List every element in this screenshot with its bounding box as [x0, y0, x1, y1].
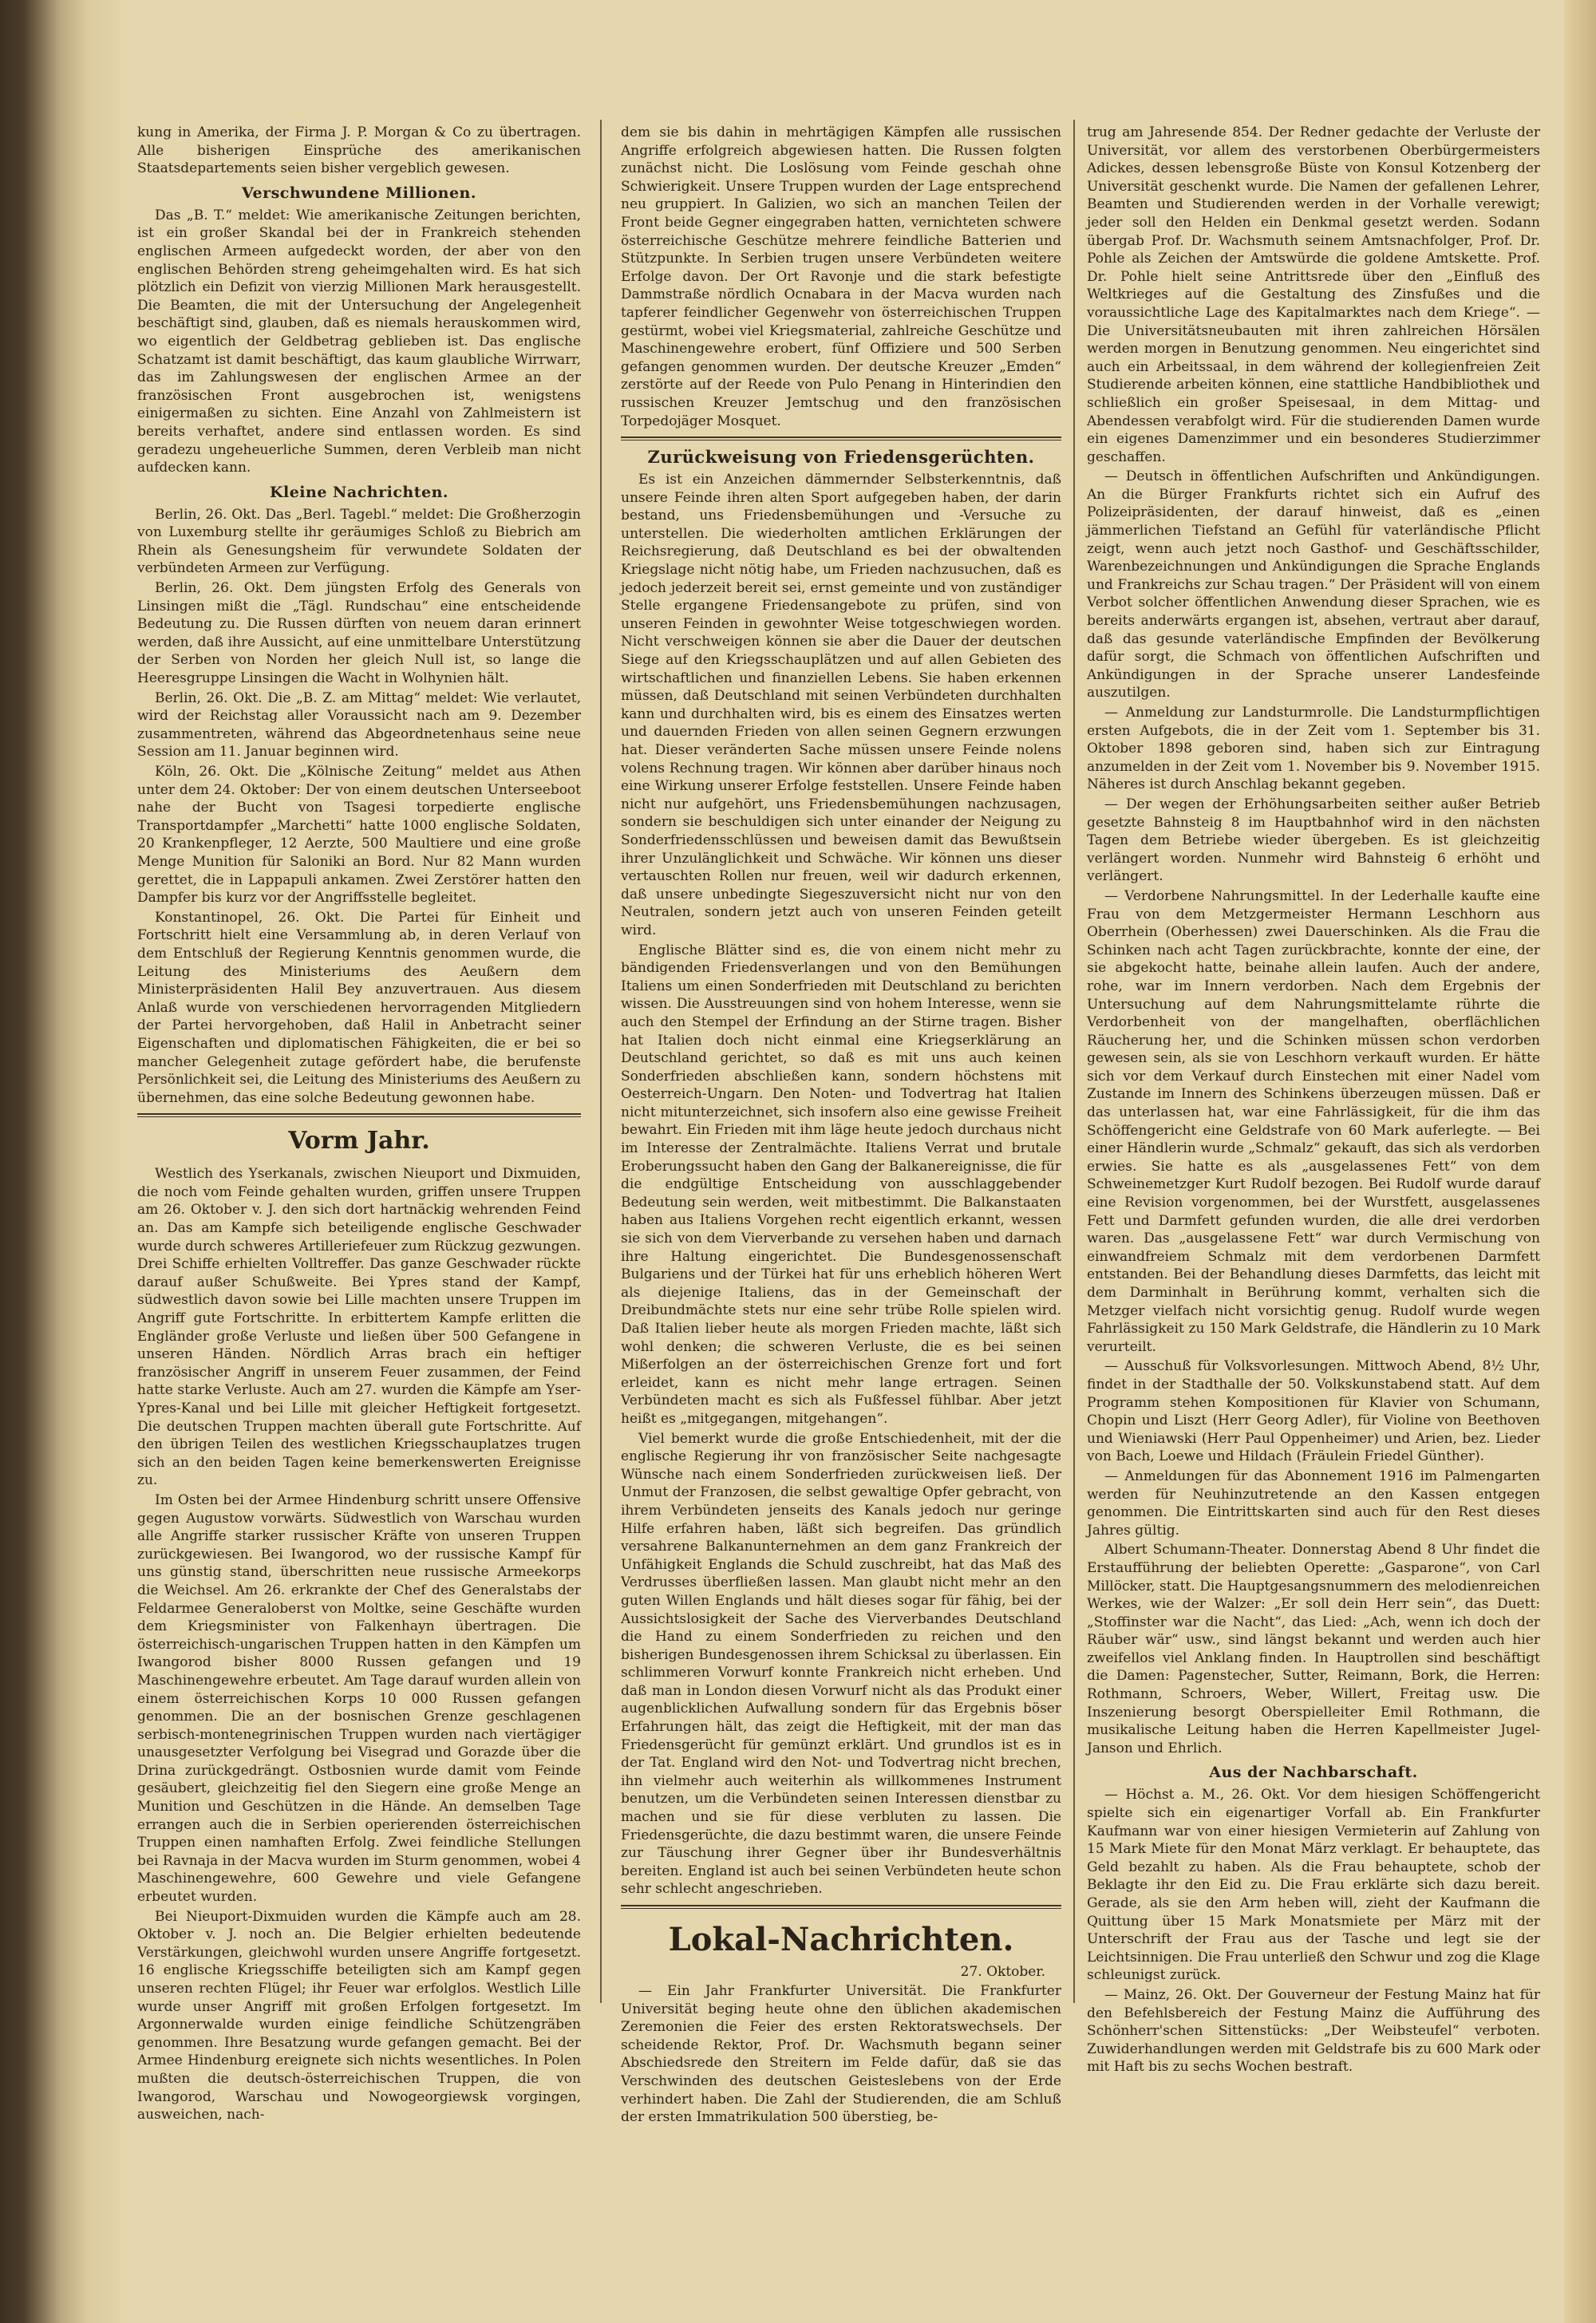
column-rule: [600, 120, 602, 2003]
news-item: Berlin, 26. Okt. Die „B. Z. am Mittag“ meldet: Wie verlautet, wird der Reichstag aller Voraussicht nach am 9. Dezember zusammentreten, während das Abgeordnetenhaus seine neue Session am 11. Januar beginnen wird.: [137, 689, 581, 761]
article-heading: Kleine Nachrichten.: [269, 483, 449, 501]
section-heading: Lokal-Nachrichten.: [668, 1921, 1014, 1958]
article-text: Im Osten bei der Armee Hindenburg schritt unsere Offensive gegen Augustow vorwärts. Südwestlich von Warschau wurden alle Angriffe starker russischer Kräfte von unseren Truppen zurückgewiesen. Bei Iwangorod, wo der russische Kampf für uns günstig stand, überschritten neue russische Armeekorps die Weichsel. Am 26. erkrankte der Chef des Generalstabs der Feldarmee Generaloberst von Moltke, seine Geschäfte wurden dem Kriegsminister von Falkenhayn übertragen. Die österreichisch-ungarischen Truppen hatten in den Kämpfen um Iwangorod bisher 8000 Russen gefangen und 19 Maschinengewehre erbeutet. Am Tage darauf wurden allein von einem österreichischen Korps 10 000 Russen gefangen genommen. Die an der bosnischen Grenze geschlagenen serbisch-montenegrinischen Truppen wurden nach viertägiger unausgesetzter Verfolgung bei Visegrad und Gorazde über die Drina zurückgedrängt. Ostbosnien wurde damit vom Feinde gesäubert, gleichzeitig fiel den Siegern eine große Menge an Munition und Geschützen in die Hände. An demselben Tage errangen auch die in Serbien operierenden österreichischen Truppen einen namhaften Erfolg. Zwei feindliche Stellungen bei Ravnaja in der Macva wurden im Sturm genommen, wobei 4 Maschinengewehre, 600 Gewehre und viele Gefangene erbeutet wurden.: [137, 1491, 581, 1906]
section-date: 27. Oktober.: [960, 1964, 1045, 1980]
article-text: trug am Jahresende 854. Der Redner gedachte der Verluste der Universität, vor allem des verstorbenen Oberbürgermeisters Adickes, dessen lebensgroße Büste von Konsul Kotzenberg der Universität geschenkt wurde. Die Namen der gefallenen Lehrer, Beamten und Studierenden werden in der Vorhalle verewigt; jeder soll den Helden ein Denkmal gesetzt werden. Sodann übergab Prof. Dr. Wachsmuth seinem Amtsnachfolger, Prof. Dr. Pohle als Zeichen der Amtswürde die goldene Amtskette. Prof. Dr. Pohle hielt seine Antrittsrede über den „Einfluß des Weltkrieges auf die Gestaltung des Zinsfußes und die voraussichtliche Lage des Kapitalmarktes nach dem Kriege“. — Die Universitätsneubauten mit ihren zahlreichen Hörsälen werden morgen in Benutzung genommen. Neu eingerichtet sind auch ein Arbeitssaal, in dem während der kollegienfreien Zeit Studierende arbeiten können, eine stattliche Handbibliothek und schließlich ein großer Speisesaal, in dem Mittag- und Abendessen verabfolgt wird. Für die studierenden Damen wurde ein eigenes Damenzimmer und ein besonderes Studierzimmer geschaffen.: [1087, 124, 1540, 465]
article-text: — Ein Jahr Frankfurter Universität. Die Frankfurter Universität beging heute ohne den üblichen akademischen Zeremonien die Feier des ersten Rektoratswechsels. Der scheidende Rektor, Prof. Dr. Wachsmuth begann seiner Abschiedsrede den Streitern im Felde dafür, daß sie das Verschwinden des deutschen Geisteslebens von der Erde verhindert haben. Die Zahl der Studierenden, die am Schluß der ersten Immatrikulation 500 überstieg, be-: [621, 1983, 1061, 2126]
news-item: Konstantinopel, 26. Okt. Die Partei für Einheit und Fortschritt hielt eine Versammlung ab, in deren Verlauf von dem Entschluß der Regierung Kenntnis genommen wurde, die Leitung des Ministeriums des Aeußern dem Ministerpräsidenten Halil Bey anzuvertrauen. Aus diesem Anlaß wurde von verschiedenen hervorragenden Mitgliedern der Partei hervorgehoben, daß Halil in Anbetracht seiner Eigenschaften und diplomatischen Fähigkeiten, die er bei so mancher Gelegenheit zutage gefördert habe, die berufenste Persönlichkeit sei, die Leitung des Ministeriums des Aeußern zu übernehmen, das eine solche Bedeutung gewonnen habe.: [137, 909, 581, 1106]
article-text: dem sie bis dahin in mehrtägigen Kämpfen alle russischen Angriffe erfolgreich abgewiesen hatten. Die Russen folgten zunächst nicht. Die Loslösung vom Feinde geschah ohne Schwierigkeit. Unsere Truppen wurden der Lage entsprechend neu gruppiert. In Galizien, wo sich an manchen Teilen der Front beide Gegner eingegraben hatten, vernichteten schwere österreichische Geschütze mehrere feindliche Batterien und Stützpunkte. In Serbien trugen unsere Verbündeten weitere Erfolge davon. Der Ort Ravonje und die stark befestigte Dammstraße nördlich Ocnabara in der Macva wurden nach tapferer feindlicher Gegenwehr von österreichischen Truppen gestürmt, wobei viel Kriegsmaterial, zahlreiche Geschütze und Maschinengewehre erobert, fünf Offiziere und 500 Serben gefangen genommen wurden. Der deutsche Kreuzer „Emden“ zerstörte auf der Reede von Pulo Penang in Hinterindien den russischen Kreuzer Jemtschug und den französischen Torpedojäger Mosquet.: [621, 124, 1061, 429]
article-text: Westlich des Yserkanals, zwischen Nieuport und Dixmuiden, die noch vom Feinde gehalten wurden, griffen unsere Truppen am 26. Oktober v. J. den sich dort hartnäckig wehrenden Feind an. Das am Kampfe sich beteiligende englische Geschwader wurde durch schweres Artilleriefeuer zum Rückzug gezwungen. Drei Schiffe erhielten Volltreffer. Das ganze Geschwader rückte darauf außer Schußweite. Bei Ypres stand der Kampf, südwestlich davon sowie bei Lille machten unsere Truppen im Angriff gute Fortschritte. In erbittertem Kampfe erlitten die Engländer große Verluste und ließen über 500 Gefangene in unseren Händen. Nördlich Arras brach ein heftiger französischer Angriff in unserem Feuer zusammen, der Feind hatte starke Verluste. Auch am 27. wurden die Kämpfe am Yser-Ypres-Kanal und bei Lille mit gleicher Heftigkeit fortgesetzt. Die deutschen Truppen machten überall gute Fortschritte. Auf den übrigen Teilen des westlichen Kriegsschauplatzes trugen sich an den beiden Tagen keine bemerkenswerten Ereignisse zu.: [137, 1166, 581, 1489]
column-rule: [1073, 120, 1075, 2003]
news-item: Köln, 26. Okt. Die „Kölnische Zeitung“ meldet aus Athen unter dem 24. Oktober: Der von einem deutschen Unterseeboot nahe der Bucht von Tsagesi torpedierte englische Transportdampfer „Marchetti“ hatte 1000 englische Soldaten, 20 Krankenpfleger, 12 Aerzte, 500 Maultiere und eine große Menge Munition für Saloniki an Bord. Nur 82 Mann wurden gerettet, die in Lappapuli ankamen. Zwei Zerstörer hatten den Dampfer bis kurz vor der Angriffsstelle begleitet.: [137, 764, 581, 907]
section-heading: Vorm Jahr.: [288, 1127, 430, 1156]
news-item: Albert Schumann-Theater. Donnerstag Abend 8 Uhr findet die Erstaufführung der beliebten Operette: „Gasparone“, von Carl Millöcker, statt. Die Hauptgesangsnummern des melodienreichen Werkes, wie der Walzer: „Er soll dein Herr sein“, das Duett: „Stoffinster war die Nacht“, das Lied: „Ach, wenn ich doch der Räuber wär“ usw., sind längst bekannt und werden auch hier zweifellos viel Anklang finden. In Hauptrollen sind beschäftigt die Damen: Pagenstecher, Sutter, Reimann, Bork, die Herren: Rothmann, Schroers, Weber, Willert, Freitag usw. Die Inszenierung besorgt Oberspielleiter Emil Rothmann, die musikalische Leitung haben die Herren Kapellmeister Jugel-Janson und Ehrlich.: [1087, 1542, 1540, 1756]
news-item: Berlin, 26. Okt. Das „Berl. Tagebl.“ meldet: Die Großherzogin von Luxemburg stellte ihr geräumiges Schloß zu Biebrich am Rhein als Genesungsheim für verwundete Soldaten der verbündeten Armeen zur Verfügung.: [137, 506, 581, 577]
section-divider: [621, 1905, 1061, 1909]
article-text: Viel bemerkt wurde die große Entschiedenheit, mit der die englische Regierung ihr von französischer Seite nachgesagte Wünsche nach einem Sonderfrieden zurückweisen ließ. Der Unmut der Franzosen, die selbst gewaltige Opfer gebracht, von ihrem Verbündeten jenseits des Kanals jedoch nur geringe Hilfe erfahren haben, läßt sich begreifen. Das gründlich versahrene Balkanunternehmen an dem ganz Frankreich der Unfähigkeit Englands die Schuld zuschreibt, hat das Maß des Verdrusses überfließen lassen. Man glaubt nicht mehr an den guten Willen Englands und hält dieses sogar für fähig, bei der Aussichtslosigkeit der Sache des Vierverbandes Deutschland die Hand zu einem Sonderfrieden zu reichen und den bisherigen Bundesgenossen ihrem Schicksal zu überlassen. Ein schlimmeren Vorwurf konnte Frankreich nicht erheben. Und daß man in London diesen Vorwurf nicht als das Produkt einer augenblicklichen Aufwallung sondern für das Ergebnis böser Erfahrungen hält, das zeigt die Heftigkeit, mit der man das Friedensgerücht für gemünzt erklärt. Und grundlos ist es in der Tat. England wird den Not- und Todvertrag nicht brechen, ihn vielmehr auch weiterhin als willkommenes Instrument benutzen, um die Verbündeten seinen Interessen dienstbar zu machen und sie für diese verbluten zu lassen. Die Friedensgerüchte, die dazu bestimmt waren, die unsere Feinde zur Täuschung ihrer Gegner über ihr Bundesverhältnis bereiten. England ist auch bei seinen Verbündeten heute schon sehr schlecht angeschrieben.: [621, 1430, 1061, 1898]
article-text: Bei Nieuport-Dixmuiden wurden die Kämpfe auch am 28. Oktober v. J. noch an. Die Belgier erhielten bedeutende Verstärkungen, gleichwohl wurden unsere Angriffe fortgesetzt. 16 englische Kriegsschiffe beteiligten sich am Kampf gegen unseren rechten Flügel; ihr Feuer war erfolglos. Westlich Lille wurde unser Angriff mit großen Erfolgen fortgesetzt. Im Argonnerwalde wurden einige feindliche Schützengräben genommen. Ihre Besatzung wurde gefangen gemacht. Bei der Armee Hindenburg ereignete sich nichts wesentliches. In Polen mußten die deutsch-österreichischen Truppen, die von Iwangorod, Warschau und Nowogeorgiewsk vorgingen, ausweichen, nach-: [137, 1908, 581, 2123]
section-divider: [137, 1113, 581, 1117]
article-heading: Aus der Nachbarschaft.: [1209, 1764, 1418, 1782]
article-heading: Verschwundene Millionen.: [242, 184, 476, 202]
news-item: — Anmeldung zur Landsturmrolle. Die Landsturmpflichtigen ersten Aufgebots, die in der Zeit vom 1. September bis 31. Oktober 1898 geboren sind, haben sich zur Eintragung anzumelden in der Zeit vom 1. November bis 9. November 1915. Näheres ist durch Anschlag bekannt gegeben.: [1087, 705, 1540, 793]
article-text: Es ist ein Anzeichen dämmernder Selbsterkenntnis, daß unsere Feinde ihren alten Sport aufgegeben haben, der darin bestand, uns Friedensbemühungen und -Versuche zu unterstellen. Die wiederholten amtlichen Erklärungen der Reichsregierung, daß Deutschland es bei der obwaltenden Kriegslage nicht nötig habe, um Frieden nachzusuchen, daß es jedoch jederzeit bereit sei, ernst gemeinte und von zuständiger Stelle ergangene Friedensangebote zu prüfen, sind von unseren Feinden in gewohnter Weise totgeschwiegen worden. Nicht verschweigen können sie aber die Dauer der deutschen Siege auf den Kriegsschauplätzen und auf allen Gebieten des wirtschaftlichen und finanziellen Lebens. Sie haben erkennen müssen, daß Deutschland mit seinen Verbündeten durchhalten kann und durchhalten wird, bis es einem des Einsatzes werten und dauernden Frieden von allen seinen Gegnern erzwungen hat. Dieser veränderten Sache müssen unsere Feinde nolens volens Rechnung tragen. Wir können aber darüber hinaus noch eine Wirkung unserer Erfolge feststellen. Unsere Feinde haben nicht nur aufgehört, uns Friedensbemühungen nachzusagen, sondern sie beschuldigen sich unter einander der Neigung zu Sonderfriedensschlüssen und beweisen damit das Bewußtsein ihrer Unzulänglichkeit und Schwäche. Wir können uns dieser vertauschten Rollen nur freuen, weil wir dadurch erkennen, daß unsere unbedingte Siegeszuversicht nicht nur von den Neutralen, sondern jetzt auch von unseren Feinden geteilt wird.: [621, 472, 1061, 938]
page-edge: [1564, 0, 1596, 2323]
column-2: [621, 124, 1061, 2128]
section-heading: Zurückweisung von Friedensgerüchten.: [647, 447, 1035, 468]
column-3: [1087, 124, 1540, 2078]
article-text: Das „B. T.“ meldet: Wie amerikanische Zeitungen berichten, ist ein großer Skandal bei der in Frankreich stehenden englischen Armeen aufgedeckt worden, der aber von den englischen Behörden streng geheimgehalten wird. Es hat sich plötzlich ein Defizit von vierzig Millionen Mark herausgestellt. Die Beamten, die mit der Untersuchung der Angelegenheit beschäftigt sind, glauben, daß es niemals herauskommen wird, wo eigentlich der Geldbetrag geblieben ist. Das englische Schatzamt ist damit beschäftigt, das kaum glaubliche Wirrwarr, das im Zahlungswesen der englischen Armee an der französischen Front ausgebrochen ist, wenigstens einigermaßen zu sichten. Eine Anzahl von Zahlmeistern ist bereits verhaftet, andere sind entlassen worden. Es sind geradezu ungeheuerliche Summen, deren Verbleib man nicht aufdecken kann.: [137, 207, 581, 476]
news-item: — Verdorbene Nahrungsmittel. In der Lederhalle kaufte eine Frau von dem Metzgermeister Hermann Leschhorn aus Oberrhein (Oberhessen) zwei Dauerschinken. Als die Frau die Schinken nach acht Tagen zurückbrachte, konnte der eine, der sie abgekocht hatte, beinahe allein laufen. Auch der andere, rohe, war im Innern verdorben. Nach dem Ergebnis der Untersuchung auf dem Nahrungsmittelamte rührte die Verdorbenheit von der mangelhaften, oberflächlichen Räucherung her, und die Schinken müssen schon verdorben gewesen sein, als sie von Leschhorn verkauft wurden. Er hätte sich vor dem Verkauf durch Einstechen mit einer Nadel vom Zustande im Innern des Schinkens überzeugen müssen. Daß er das unterlassen hat, war eine Fahrlässigkeit, für die ihm das Schöffengericht eine Geldstrafe von 60 Mark auferlegte. — Bei einer Händlerin wurde „Schmalz“ gekauft, das sich als verdorben erwies. Sie hatte es als „ausgelassenes Fett“ von dem Schweinemetzger Kurt Rudolf bezogen. Bei Rudolf wurde darauf eine Revision vorgenommen, bei der Wurstfett, ausgelassenes Fett und Darmfett gefunden wurden, die alle drei verdorben waren. Das „ausgelassene Fett“ war durch Vermischung von einwandfreiem Schmalz mit dem verdorbenen Darmfett entstanden. Bei der Behandlung dieses Darmfetts, das leicht mit dem Darminhalt in Berührung kommt, verhalten sich die Metzger vielfach nicht vorsichtig genug. Rudolf wurde wegen Fahrlässigkeit zu 150 Mark Geldstrafe, die Händlerin zu 10 Mark verurteilt.: [1087, 887, 1540, 1355]
news-item: — Höchst a. M., 26. Okt. Vor dem hiesigen Schöffengericht spielte sich ein eigenartiger Vorfall ab. Ein Frankfurter Kaufmann war von einer hiesigen Vermieterin auf Zahlung von 15 Mark Miete für den Monat März verklagt. Er behauptete, das Geld bezahlt zu haben. Als die Frau behauptete, schob der Beklagte ihr den Eid zu. Die Frau erklärte sich dazu bereit. Gerade, als sie den Arm heben will, zieht der Kaufmann die Quittung über 15 Mark Monatsmiete per März mit der Unterschrift der Frau aus der Tasche und legt sie der Leichtsinnigen. Die Frau unterließ den Schwur und zog die Klage schleunigst zurück.: [1087, 1787, 1540, 1984]
news-item: — Ausschuß für Volksvorlesungen. Mittwoch Abend, 8½ Uhr, findet in der Stadthalle der 50. Volkskunstabend statt. Auf dem Programm stehen Kompositionen für Klavier von Schumann, Chopin und Liszt (Herr Georg Adler), für Violine von Beethoven und Wieniawski (Herr Paul Oppenheimer) und Arien, bez. Lieder von Bach, Loewe und Hildach (Fräulein Friedel Günther).: [1087, 1358, 1540, 1465]
news-item: — Mainz, 26. Okt. Der Gouverneur der Festung Mainz hat für den Befehlsbereich der Festung Mainz die Aufführung des Schönherr'schen Sittenstücks: „Der Weibsteufel“ verboten. Zuwiderhandlungen werden mit Geldstrafe bis zu 600 Mark oder mit Haft bis zu sechs Wochen bestraft.: [1087, 1986, 1540, 2076]
article-text: Englische Blätter sind es, die von einem nicht mehr zu bändigenden Friedensverlangen und von den Bemühungen Italiens um einen Sonderfrieden mit Deutschland zu berichten wissen. Die Ausstreuungen sind von hohem Interesse, wenn sie auch den Stempel der Erfindung an der Stirne tragen. Bisher hat Italien doch nicht einmal eine Kriegserklärung an Deutschland gerichtet, so daß es mit uns auch keinen Sonderfrieden abschließen kann, sondern höchstens mit Oesterreich-Ungarn. Den Noten- und Todvertrag hat Italien nicht mitunterzeichnet, sich insofern also eine gewisse Freiheit bewahrt. Ein Frieden mit ihm läge heute jedoch durchaus nicht im Interesse der Zentralmächte. Italiens Verrat und brutale Eroberungssucht haben den Gang der Balkanereignisse, die für die endgültige Entscheidung von ausschlaggebender Bedeutung sein werden, weit mitbestimmt. Die Balkanstaaten haben aus Italiens Vorgehen recht eigentlich erkannt, wessen sie sich von dem Vierverbande zu versehen haben und darnach ihre Haltung eingerichtet. Die Bundesgenossenschaft Bulgariens und der Türkei hat für uns erheblich höheren Wert als diejenige Italiens, das in der Gemeinschaft der Dreibundmächte stets nur eine sehr trübe Rolle spielen wird. Daß Italien lieber heute als morgen Frieden machte, läßt sich wohl denken; die schweren Verluste, die es bei seinen Mißerfolgen an der österreichischen Grenze fort und fort erleidet, kann es nicht mehr lange ertragen. Seinen Verbündeten macht es sich als Fußfessel fühlbar. Aber jetzt heißt es „mitgegangen, mitgehangen“.: [621, 942, 1061, 1427]
article-text: kung in Amerika, der Firma J. P. Morgan & Co zu übertragen. Alle bisherigen Einsprüche des amerikanischen Staatsdepartements seien bisher vergeblich gewesen.: [137, 124, 581, 177]
section-divider: [621, 437, 1061, 441]
news-item: — Anmeldungen für das Abonnement 1916 im Palmengarten werden für Neuhinzutretende an den Kassen entgegen genommen. Die Eintrittskarten sind auch für den Rest dieses Jahres gültig.: [1087, 1468, 1540, 1539]
news-item: — Der wegen der Erhöhungsarbeiten seither außer Betrieb gesetzte Bahnsteig 8 im Hauptbahnhof wird in den nächsten Tagen dem Betriebe wieder übergeben. Es ist gleichzeitig verlängert worden. Nunmehr wird Bahnsteig 6 erhöht und verlängert.: [1087, 796, 1540, 885]
news-item: — Deutsch in öffentlichen Aufschriften und Ankündigungen. An die Bürger Frankfurts richtet sich ein Aufruf des Polizeipräsidenten, der darauf hinweist, daß es „einen jämmerlichen Tiefstand an Gefühl für vaterländische Pflicht zeigt, wenn auch jetzt noch Gasthof- und Geschäftsschilder, Warenbezeichnungen und Ankündigungen die Sprache Englands und Frankreichs zur Schau tragen.“ Der Präsident will von einem Verbot solcher öffentlichen Anwendung dieser Sprachen, wie es bereits anderwärts ergangen ist, absehen, vertraut aber darauf, daß das gesunde vaterländische Empfinden der Bevölkerung dafür sorgt, die Schmach von öffentlichen Aufschriften und Ankündigungen in der Sprache unserer Landesfeinde auszutilgen.: [1087, 468, 1540, 701]
news-item: Berlin, 26. Okt. Dem jüngsten Erfolg des Generals von Linsingen mißt die „Tägl. Rundschau“ eine entscheidende Bedeutung zu. Die Russen dürften von neuem daran erinnert werden, daß ihre Aussicht, auf eine unmittelbare Unterstützung der Serben von Norden her gleich Null ist, so lange die Heeresgruppe Linsingen die Wacht in Wolhynien hält.: [137, 580, 581, 687]
binding-edge: [0, 0, 120, 2323]
column-1: [137, 124, 581, 2126]
